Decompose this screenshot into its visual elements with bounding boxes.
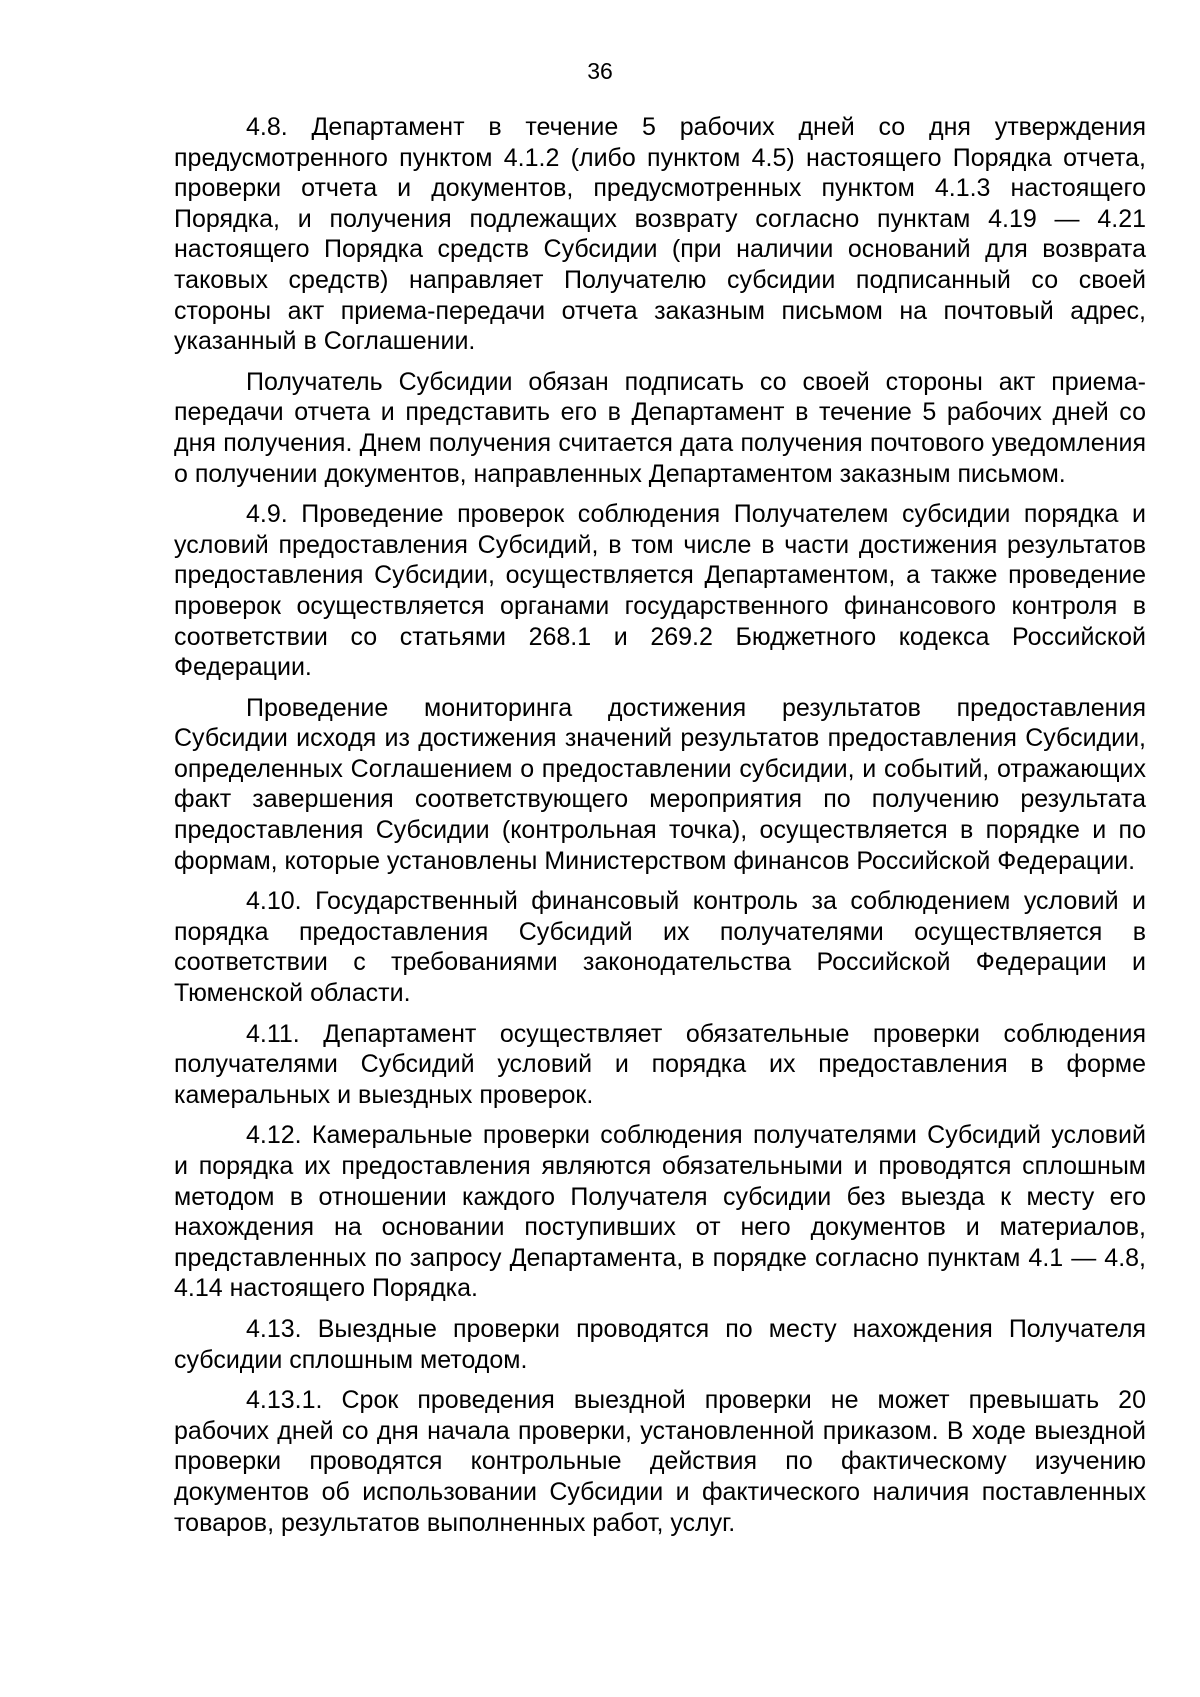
paragraph-monitoring: Проведение мониторинга достижения результатов предоставления Субсидии исходя из достижения значений результатов предоставления Субсидии, определенных Соглашением о предоставлении субсидии, и событий, отражающих факт завершения соответствующего мероприятия по получению результата предоставления Субсидии (контрольная точка), осуществляется в порядке и по формам, которые установлены Министерством финансов Российской Федерации.: [174, 693, 1146, 875]
paragraph-4-12: 4.12. Камеральные проверки соблюдения получателями Субсидий условий и порядка их предоставления являются обязательными и проводятся сплошным методом в отношении каждого Получателя субсидии без выезда к месту его нахождения на основании поступивших от него документов и материалов, представленных по запросу Департамента, в порядке согласно пунктам 4.1 — 4.8, 4.14 настоящего Порядка.: [174, 1121, 1146, 1303]
page-number: 36: [587, 58, 613, 84]
paragraph-4-8: 4.8. Департамент в течение 5 рабочих дней со дня утверждения предусмотренного пунктом 4.1.2 (либо пунктом 4.5) настоящего Порядка отчета, проверки отчета и документов, предусмотренных пунктом 4.1.3 настоящего Порядка, и получения подлежащих возврату согласно пунктам 4.19 — 4.21 настоящего Порядка средств Субсидии (при наличии оснований для возврата таковых средств) направляет Получателю субсидии подписанный со своей стороны акт приема-передачи отчета заказным письмом на почтовый адрес, указанный в Соглашении.: [174, 113, 1146, 356]
paragraph-recipient-obligation: Получатель Субсидии обязан подписать со своей стороны акт приема-передачи отчета и представить его в Департамент в течение 5 рабочих дней со дня получения. Днем получения считается дата получения почтового уведомления о получении документов, направленных Департаментом заказным письмом.: [174, 367, 1146, 488]
paragraph-4-13: 4.13. Выездные проверки проводятся по месту нахождения Получателя субсидии сплошным методом.: [174, 1314, 1146, 1374]
document-body: [174, 112, 1146, 1548]
paragraph-4-9: 4.9. Проведение проверок соблюдения Получателем субсидии порядка и условий предоставления Субсидий, в том числе в части достижения результатов предоставления Субсидии, осуществляется Департаментом, а также проведение проверок осуществляется органами государственного финансового контроля в соответствии со статьями 268.1 и 269.2 Бюджетного кодекса Российской Федерации.: [174, 500, 1146, 682]
paragraph-4-10: 4.10. Государственный финансовый контроль за соблюдением условий и порядка предоставления Субсидий их получателями осуществляется в соответствии с требованиями законодательства Российской Федерации и Тюменской области.: [174, 887, 1146, 1008]
paragraph-4-11: 4.11. Департамент осуществляет обязательные проверки соблюдения получателями Субсидий условий и порядка их предоставления в форме камеральных и выездных проверок.: [174, 1019, 1146, 1109]
paragraph-4-13-1: 4.13.1. Срок проведения выездной проверки не может превышать 20 рабочих дней со дня начала проверки, установленной приказом. В ходе выездной проверки проводятся контрольные действия по фактическому изучению документов об использовании Субсидии и фактического наличия поставленных товаров, результатов выполненных работ, услуг.: [174, 1386, 1146, 1537]
